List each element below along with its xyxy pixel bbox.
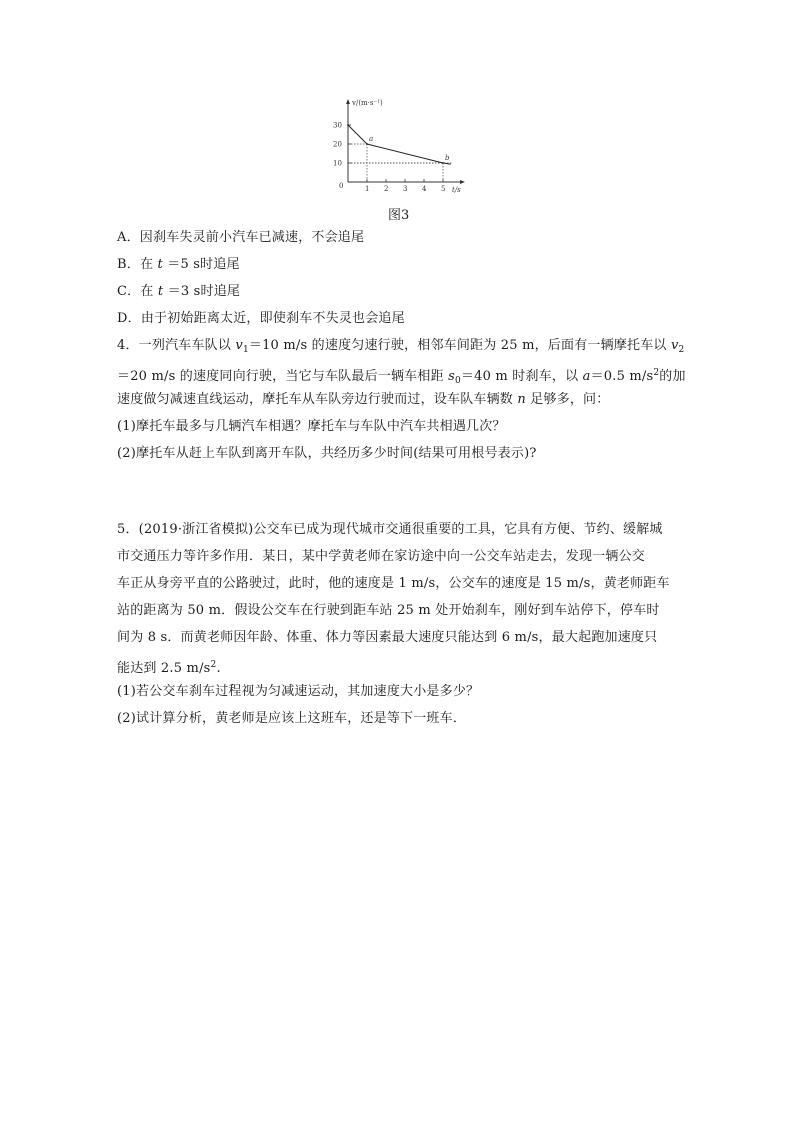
- y-axis-label: v/(m·s⁻¹): [352, 99, 383, 107]
- velocity-time-graph: [330, 96, 470, 194]
- q5-line-4: 站的距离为 50 m．假设公交车在行驶到距车站 25 m 处开始刹车，刚好到车站停下，停车时: [117, 603, 660, 618]
- q4-l2-b: ＝40 m 时刹车，以: [460, 369, 583, 384]
- point-label-a: a: [369, 135, 374, 143]
- q4-part-2: (2)摩托车从赶上车队到离开车队，共经历多少时间(结果可用根号表示)?: [117, 446, 537, 461]
- q4-v2-symbol: v: [670, 338, 679, 353]
- q5-line-1: 5．(2019·浙江省模拟)公交车已成为现代城市交通很重要的工具，它具有方便、节约、缓解城: [117, 522, 663, 537]
- x-tick-label-4: 4: [422, 185, 427, 193]
- q5-line-3: 车正从身旁平直的公路驶过，此时，他的速度是 1 m/s，公交车的速度是 15 m/s，黄老师距车: [117, 576, 670, 591]
- option-b-prefix: B．在: [117, 257, 158, 272]
- graph-svg: [330, 96, 470, 194]
- option-b-suffix: ＝5 s时追尾: [162, 257, 240, 272]
- q4-s0-symbol: s: [448, 369, 455, 384]
- option-c: [117, 282, 240, 302]
- q5-line-5: 间为 8 s．而黄老师因年龄、体重、体力等因素最大速度只能达到 6 m/s，最大起跑加速度只: [117, 630, 658, 645]
- option-a: A．因刹车失灵前小汽车已减速，不会追尾: [117, 230, 365, 245]
- q4-a-symbol: a: [582, 369, 591, 384]
- q5-part-2: (2)试计算分析，黄老师是应该上这班车，还是等下一班车．: [117, 711, 467, 726]
- x-tick-label-1: 1: [365, 185, 370, 193]
- q4-l2-d: 的加: [659, 369, 686, 384]
- q4-l2-sup: 2: [653, 368, 660, 378]
- series-extension: [443, 163, 451, 164]
- option-c-var: t: [157, 284, 164, 299]
- origin-label: 0: [339, 182, 344, 190]
- q4-line-3: [117, 390, 609, 410]
- option-d: D．由于初始距离太近，即使刹车不失灵也会追尾: [117, 311, 405, 326]
- q4-part-1: (1)摩托车最多与几辆汽车相遇？摩托车与车队中汽车共相遇几次？: [117, 419, 506, 434]
- q4-n-symbol: n: [517, 392, 526, 407]
- y-tick-label-20: 20: [333, 140, 342, 149]
- q5-part-1: (1)若公交车刹车过程视为匀减速运动，其加速度大小是多少？: [117, 684, 480, 699]
- q5-line-2: 市交通压力等许多作用．某日，某中学黄老师在家访途中向一公交车站走去，发现一辆公交: [117, 549, 646, 564]
- q4-l2-c: ＝0.5 m/s: [590, 369, 654, 384]
- q4-l2-a: ＝20 m/s 的速度同向行驶，当它与车队最后一辆车相距: [117, 369, 449, 384]
- q5-l6-a: 能达到 2.5 m/s: [117, 661, 211, 676]
- q4-l3-b: 足够多，问：: [525, 392, 610, 407]
- series-point-0-0: [347, 124, 349, 126]
- q4-v1-symbol: v: [235, 338, 243, 353]
- q4-v1-sub: 1: [242, 345, 249, 355]
- series-line-0: [348, 125, 443, 163]
- x-tick-label-3: 3: [403, 185, 408, 193]
- x-axis-label: t/s: [452, 186, 461, 194]
- q4-l1-b: ＝10 m/s 的速度匀速行驶，相邻车间距为 25 m，后面有一辆摩托车以: [248, 338, 671, 353]
- q5-l6-sup: 2: [210, 660, 217, 670]
- option-c-suffix: ＝3 s时追尾: [163, 284, 241, 299]
- x-tick-label-5: 5: [441, 185, 446, 193]
- q4-l1-a: 4．一列汽车车队以: [117, 338, 236, 353]
- series-point-0-1: [366, 143, 368, 145]
- x-tick-label-2: 2: [384, 185, 389, 193]
- q4-s0-sub: 0: [455, 376, 461, 386]
- option-b-var: t: [157, 257, 163, 272]
- figure-caption: 图3: [388, 208, 410, 223]
- option-b: [117, 255, 240, 275]
- y-axis-arrow: [346, 99, 350, 104]
- point-label-b: b: [445, 154, 450, 162]
- option-c-prefix: C．在: [117, 284, 158, 299]
- q4-v2-sub: 2: [678, 345, 685, 355]
- x-axis-arrow: [460, 180, 465, 184]
- q4-line-2: [117, 363, 686, 391]
- q4-line-1: [117, 336, 684, 360]
- y-tick-label-30: 30: [333, 121, 342, 130]
- q5-line-6: [117, 655, 221, 679]
- q4-l3-a: 速度做匀减速直线运动，摩托车从车队旁边行驶而过，设车队车辆数: [117, 392, 518, 407]
- y-tick-label-10: 10: [333, 159, 342, 168]
- q5-l6-b: .: [216, 661, 221, 676]
